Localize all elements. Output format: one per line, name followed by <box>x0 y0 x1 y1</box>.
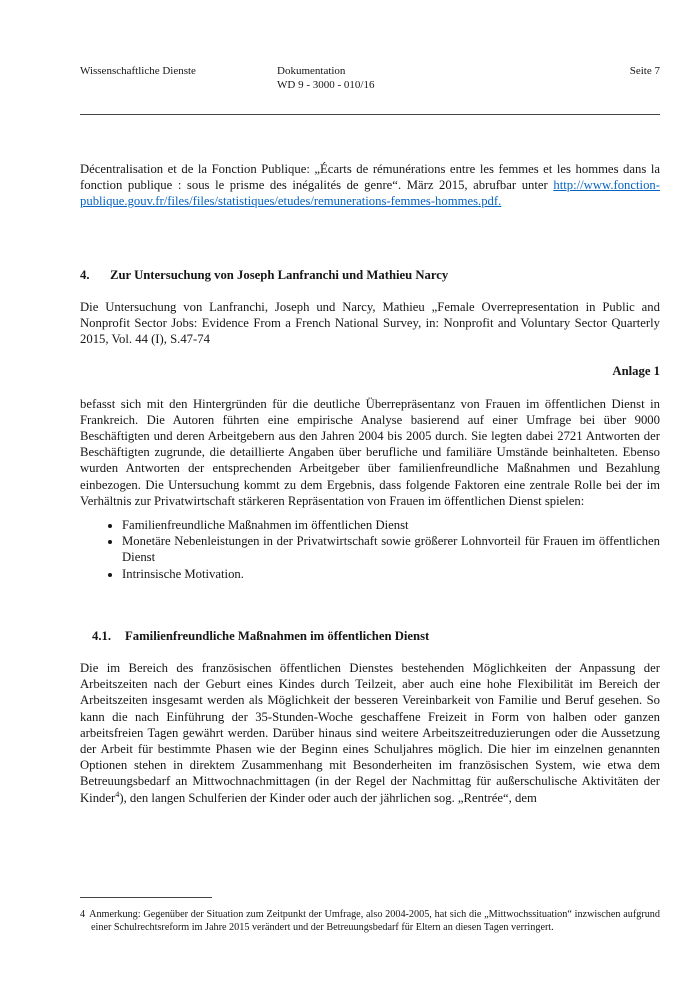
section-4-heading <box>80 267 660 283</box>
header-doc-type: Dokumentation <box>277 65 346 77</box>
source-reference-paragraph <box>80 161 660 210</box>
footnote-marker: 4 <box>80 909 86 920</box>
page-header <box>80 64 660 92</box>
factor-list <box>80 517 660 582</box>
section-4-1-heading <box>80 628 660 644</box>
header-page-number: Seite 7 <box>629 65 660 77</box>
header-rule <box>80 114 660 115</box>
footnote-separator <box>80 897 212 898</box>
annex-label: Anlage 1 <box>612 364 660 379</box>
source-reference-text: Décentralisation et de la Fonction Publique: „Écarts de rémunérations entre les femmes et les hommes dans la fonction publique : sous le prisme des inégalités de genre“. März 2015, abrufbar unter <box>80 162 660 193</box>
document-body <box>80 161 660 806</box>
section-4-1-paragraph <box>80 660 660 806</box>
section-4-title: Zur Untersuchung von Joseph Lanfranchi und Mathieu Narcy <box>110 267 449 282</box>
section-4-number: 4. <box>80 267 90 282</box>
section-4-1-title: Familienfreundliche Maßnahmen im öffentlichen Dienst <box>125 628 430 643</box>
footnote-reference: 4 <box>115 789 120 799</box>
source-link[interactable]: http://www.fonction-publique.gouv.fr/files/files/statistiques/etudes/remunerations-femmes-hommes.pdf. <box>80 178 660 209</box>
footnote-area <box>80 897 660 934</box>
footnote <box>80 908 660 934</box>
header-organization: Wissenschaftliche Dienste <box>80 65 196 77</box>
section-4-paragraph-findings: befasst sich mit den Hintergründen für die deutliche Überrepräsentanz von Frauen im öffentlichen Dienst in Frankreich. Die Autoren führten eine empirische Analyse basierend auf einer Umfrage bei über 9000 Beschäftigten und deren Arbeitgebern aus den Jahren 2004 bis 2005 durch. Sie legten dabei 2721 Antworten der Beschäftigten zugrunde, die detaillierte Angaben über berufliche und familiäre Umstände beinhalteten. Ebenso wurden Antworten der entsprechenden Arbeitgeber über familienfreundliche Maßnahmen und Bezahlung einbezogen. Die Untersuchung kommt zu dem Ergebnis, dass folgende Faktoren eine zentrale Rolle bei der im Verhältnis zur Privatwirtschaft stärkeren Repräsentation von Frauen im öffentlichen Dienst spielen: <box>80 396 660 508</box>
header-doc-number: WD 9 - 3000 - 010/16 <box>277 79 375 91</box>
header-doc-info <box>277 64 630 92</box>
section-4-1-text-part-2: ), den langen Schulferien der Kinder oder auch der jährlichen sog. „Rentrée“, dem <box>119 790 537 805</box>
list-item: • Intrinsische Motivation. <box>122 566 660 582</box>
section-4-1-number: 4.1. <box>92 628 112 643</box>
footnote-text: Anmerkung: Gegenüber der Situation zum Zeitpunkt der Umfrage, also 2004-2005, hat sich die „Mittwochssituation“ inzwischen aufgrund einer Schulrechtsreform im Jahre 2015 verändert und der Betreuungsbedarf für Eltern an diesen Tagen verringert. <box>89 909 660 933</box>
list-item: • Monetäre Nebenleistungen in der Privatwirtschaft sowie größerer Lohnvorteil für Frauen im öffentlichen Dienst <box>122 533 660 565</box>
section-4-paragraph-citation: Die Untersuchung von Lanfranchi, Joseph und Narcy, Mathieu „Female Overrepresentation in Public and Nonprofit Sector Jobs: Evidence From a French National Survey, in: Nonprofit and Voluntary Sector Quarterly 2015, Vol. 44 (I), S.47-74 <box>80 299 660 347</box>
list-item: • Familienfreundliche Maßnahmen im öffentlichen Dienst <box>122 517 660 533</box>
section-4-1-text-part-1: Die im Bereich des französischen öffentlichen Dienstes bestehenden Möglichkeiten der Anpassung der Arbeitszeiten nach der Geburt eines Kindes durch Teilzeit, aber auch eine hohe Flexibilität im Bereich der Arbeitszeiten insgesamt werden als Möglichkeit der besseren Vereinbarkeit von Familie und Beruf gesehen. So kann die nach Einführung der 35-Stunden-Woche geschaffene Freizeit in Form von halben oder ganzen arbeitsfreien Tagen gewährt werden. Darüber hinaus sind weitere Arbeitszeitreduzierungen oder die Aussetzung der Arbeit für bestimmte Phasen wie der Beginn eines Schuljahres möglich. Die hier im einzelnen genannten Optionen stehen in direktem Zusammenhang mit Besonderheiten im französischen System, wie etwa dem Betreuungsbedarf an Mittwochnachmittagen (in der Regel der Nachmittag für außerschulische Aktivitäten der Kinder <box>80 661 660 805</box>
